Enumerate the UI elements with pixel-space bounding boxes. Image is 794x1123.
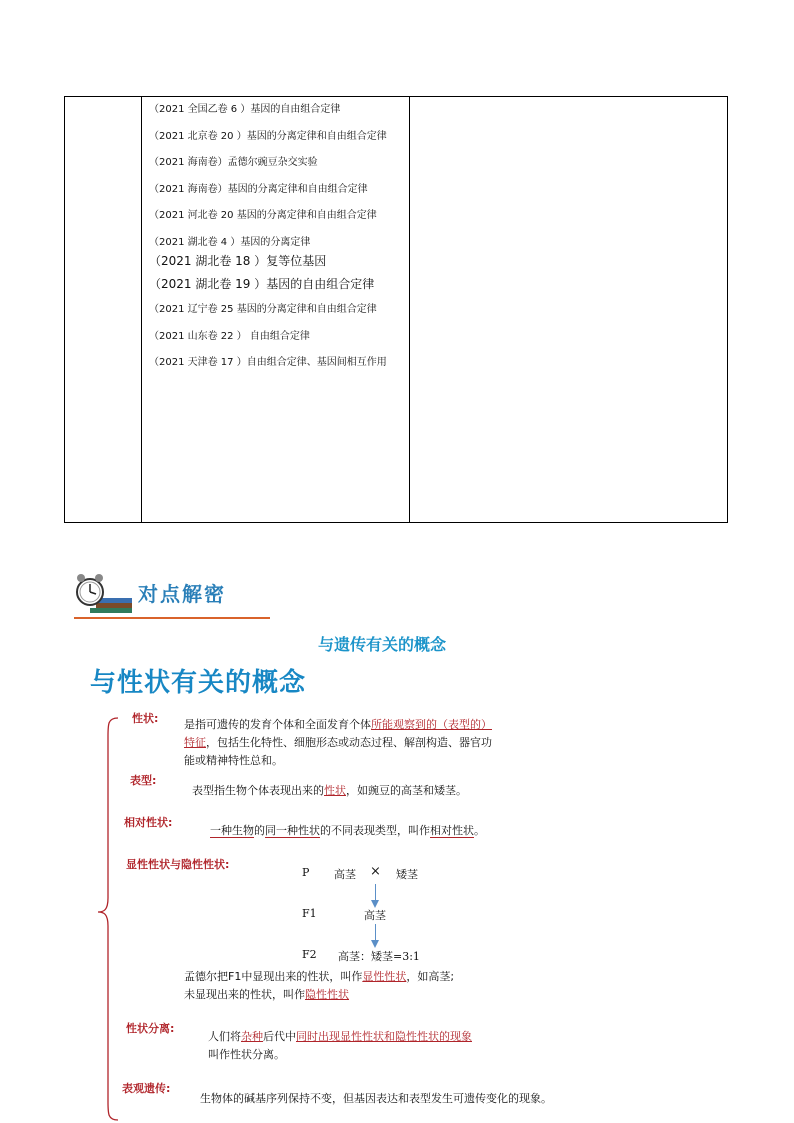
underlined-text: 同时出现显性性状和隐性性状的现象 [296,1030,472,1043]
underlined-text: 同一种性状 [265,824,320,837]
list-item: （2021 湖北卷 4 ）基因的分离定律 [149,236,311,248]
list-item: （2021 天津卷 17 ）自由组合定律、基因间相互作用 [149,357,387,369]
cross-f1-tall: 高茎 [364,909,386,922]
underlined-text: 隐性性状 [305,988,349,1001]
term-relative-trait: 相对性状: [124,816,173,829]
section-title: 对点解密 [138,582,226,606]
segregation-definition-cont: 叫作性状分离。 [208,1048,285,1061]
term-phenotype: 表型: [130,774,157,787]
table-divider [141,97,142,522]
epigenetics-definition: 生物体的碱基序列保持不变，但基因表达和表型发生可遗传变化的现象。 [200,1092,552,1105]
section-header [74,568,270,620]
recessive-definition [184,986,349,1004]
text: ，包括生化特性、细胞形态或动态过程、解剖构造、器官功能或精神特性总和。 [184,736,492,767]
subtitle: 与遗传有关的概念 [318,635,447,654]
text: 未显现出来的性状，叫作 [184,988,305,1001]
text: 是指可遗传的发育个体和全面发育个体 [184,718,371,731]
trait-definition [184,716,494,770]
curly-brace [96,716,120,1122]
text: 表型指生物个体表现出来的 [192,784,324,797]
header-underline [74,617,270,619]
underlined-text: 性状 [324,784,346,797]
cross-p-tall: 高茎 [334,868,356,881]
relative-trait-definition [210,822,485,840]
dominant-definition [184,968,454,986]
text: 人们将 [208,1030,241,1043]
underlined-text: 杂种 [241,1030,263,1043]
list-item: （2021 全国乙卷 6 ）基因的自由组合定律 [149,104,341,115]
list-item: （2021 湖北卷 18 ）复等位基因 [149,253,327,268]
list-item: （2021 海南卷）孟德尔豌豆杂交实验 [149,157,318,169]
underlined-text: 相对性状 [430,824,474,837]
list-item: （2021 湖北卷 19 ）基因的自由组合定律 [149,276,375,291]
term-trait: 性状: [132,712,159,725]
text: 的 [254,824,265,837]
underlined-text: 所能观察到的（表型的）特征 [184,718,492,749]
phenotype-definition [192,782,467,800]
segregation-definition [208,1028,472,1046]
cross-symbol: × [370,864,381,879]
cross-f2-result: 高茎：矮茎=3:1 [338,950,420,963]
text: 。 [474,824,485,837]
list-item: （2021 辽宁卷 25 基因的分离定律和自由组合定律 [149,303,377,315]
arrow-down-icon [371,940,379,948]
cross-p-short: 矮茎 [396,868,418,881]
list-item: （2021 河北卷 20 基因的分离定律和自由组合定律 [149,210,377,222]
text: 后代中 [263,1030,296,1043]
text: 孟德尔把F1中显现出来的性状，叫作 [184,970,363,983]
table-divider [409,97,410,522]
cross-f1-label: F1 [302,907,317,920]
exam-list [149,97,407,377]
term-dominant-recessive: 显性性状与隐性性状: [126,858,230,871]
list-item: （2021 山东卷 22 ） 自由组合定律 [149,330,310,342]
term-epigenetics: 表观遗传: [122,1082,171,1095]
text: ，如豌豆的高茎和矮茎。 [346,784,467,797]
list-item: （2021 北京卷 20 ）基因的分离定律和自由组合定律 [149,130,387,142]
text: ，如高茎; [406,970,455,983]
concept-title: 与性状有关的概念 [90,668,307,698]
text: 的不同表现类型，叫作 [320,824,430,837]
exam-table [64,96,728,523]
term-segregation: 性状分离: [126,1022,175,1035]
underlined-text: 一种生物 [210,824,254,837]
underlined-text: 显性性状 [362,970,407,983]
list-item: （2021 海南卷）基因的分离定律和自由组合定律 [149,183,368,195]
cross-p-label: P [302,866,310,879]
cross-f2-label: F2 [302,948,317,961]
clock-books-icon [74,570,134,616]
